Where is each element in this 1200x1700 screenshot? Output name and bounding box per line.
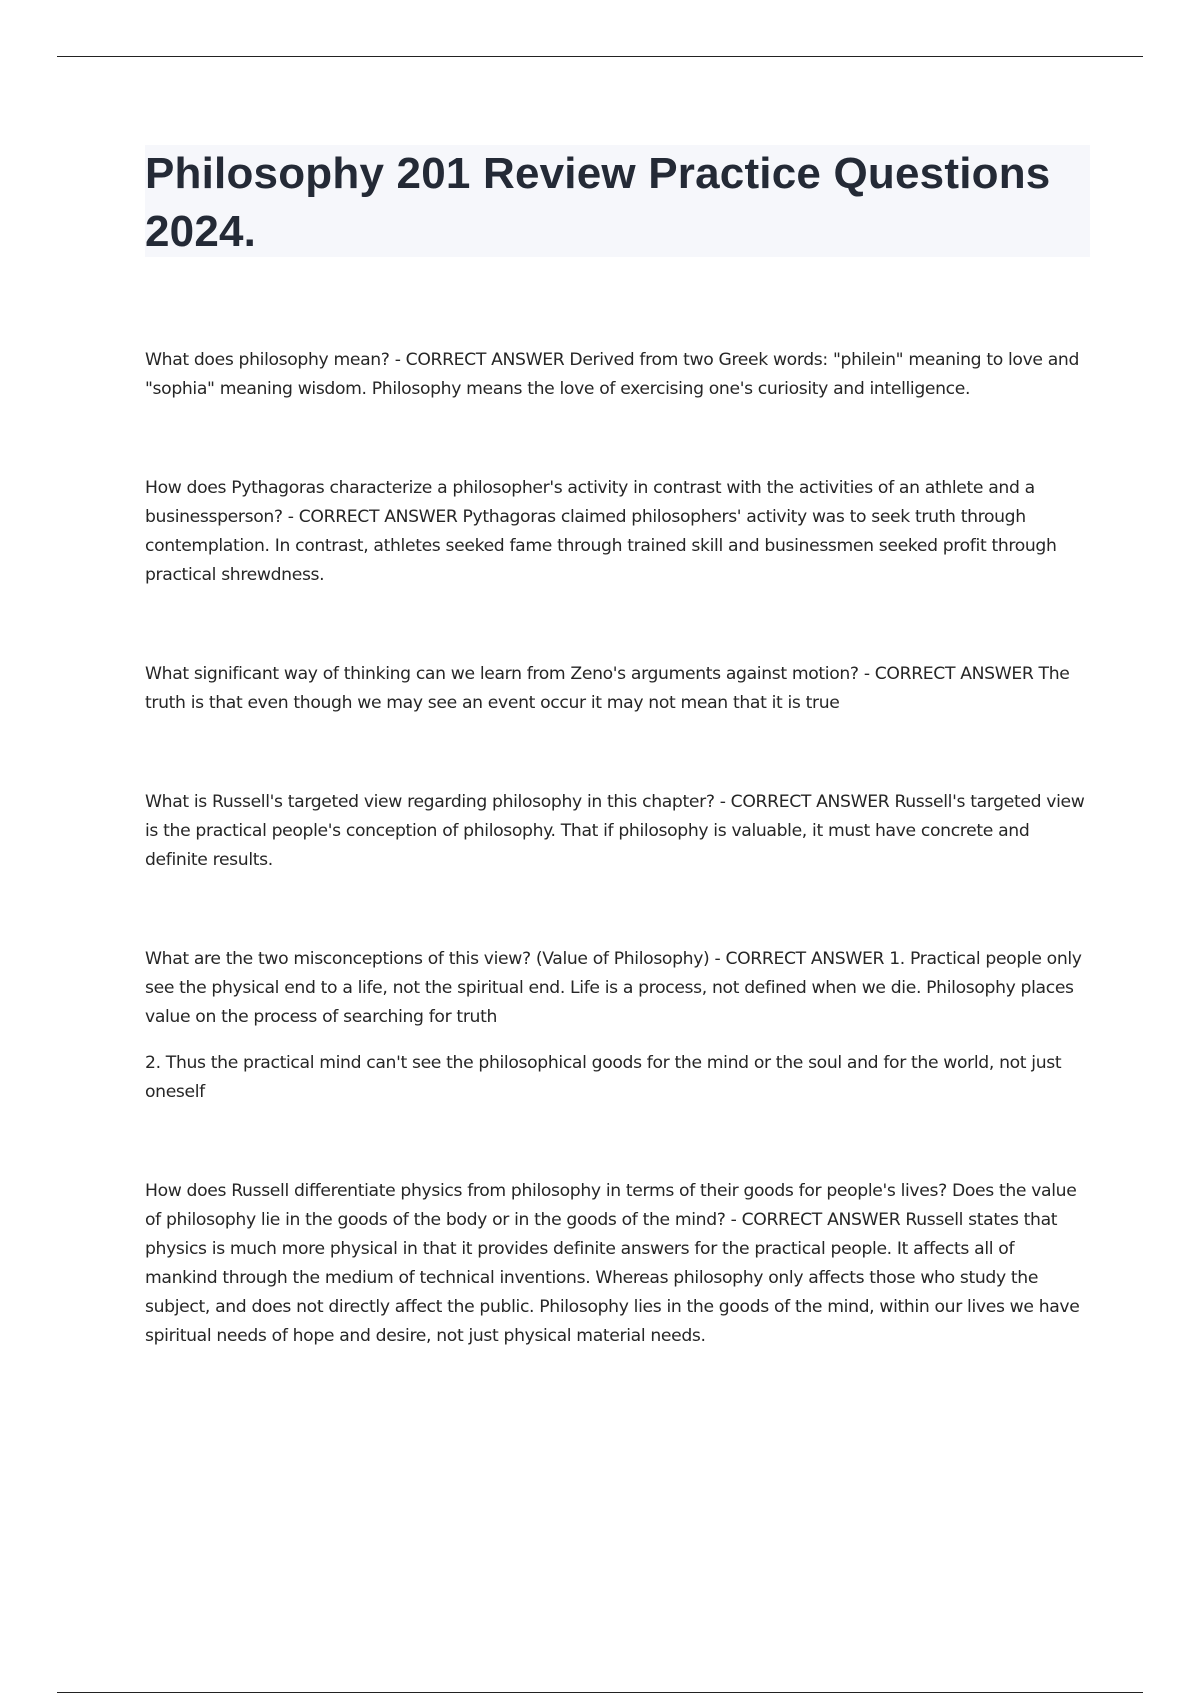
qa-item [145, 346, 1085, 404]
qa-paragraph: 2. Thus the practical mind can't see the philosophical goods for the mind or the soul and for the world, not just oneself [145, 1053, 1062, 1102]
page-title: Philosophy 201 Review Practice Questions 2024. [145, 149, 1051, 256]
qa-paragraph: What are the two misconceptions of this view? (Value of Philosophy) - CORRECT ANSWER 1. Practical people only see the physical end to a life, not the spiritual end. Life is a process, not defined when we die. Philosophy places value on the process of searching for truth [145, 949, 1082, 1027]
bottom-divider [57, 1692, 1143, 1693]
qa-paragraph: How does Pythagoras characterize a philosopher's activity in contrast with the activities of an athlete and a businessperson? - CORRECT ANSWER Pythagoras claimed philosophers' activity was to seek truth through contemplation. In contrast, athletes seeked fame through trained skill and businessmen seeked profit through practical shrewdness. [145, 478, 1057, 585]
qa-item [145, 660, 1085, 718]
qa-paragraph: How does Russell differentiate physics from philosophy in terms of their goods for people's lives? Does the value of philosophy lie in the goods of the body or in the goods of the mind? - CORRECT ANSWER Russell states that physics is much more physical in that it provides definite answers for the practical people. It affects all of mankind through the medium of technical inventions. Whereas philosophy only affects those who study the subject, and does not directly affect the public. Philosophy lies in the goods of the mind, within our lives we have spiritual needs of hope and desire, not just physical material needs. [145, 1181, 1080, 1346]
title-block [145, 145, 1090, 257]
top-divider [57, 56, 1143, 57]
qa-item [145, 788, 1085, 875]
qa-item [145, 945, 1085, 1107]
qa-paragraph: What does philosophy mean? - CORRECT ANSWER Derived from two Greek words: "philein" meaning to love and "sophia" meaning wisdom. Philosophy means the love of exercising one's curiosity and intelligence. [145, 350, 1080, 399]
qa-list [145, 346, 1085, 1421]
qa-item [145, 474, 1085, 590]
qa-paragraph: What is Russell's targeted view regarding philosophy in this chapter? - CORRECT ANSWER Russell's targeted view is the practical people's conception of philosophy. That if philosophy is valuable, it must have concrete and definite results. [145, 792, 1085, 870]
qa-paragraph: What significant way of thinking can we learn from Zeno's arguments against motion? - CORRECT ANSWER The truth is that even though we may see an event occur it may not mean that it is true [145, 664, 1070, 713]
qa-item [145, 1177, 1085, 1351]
